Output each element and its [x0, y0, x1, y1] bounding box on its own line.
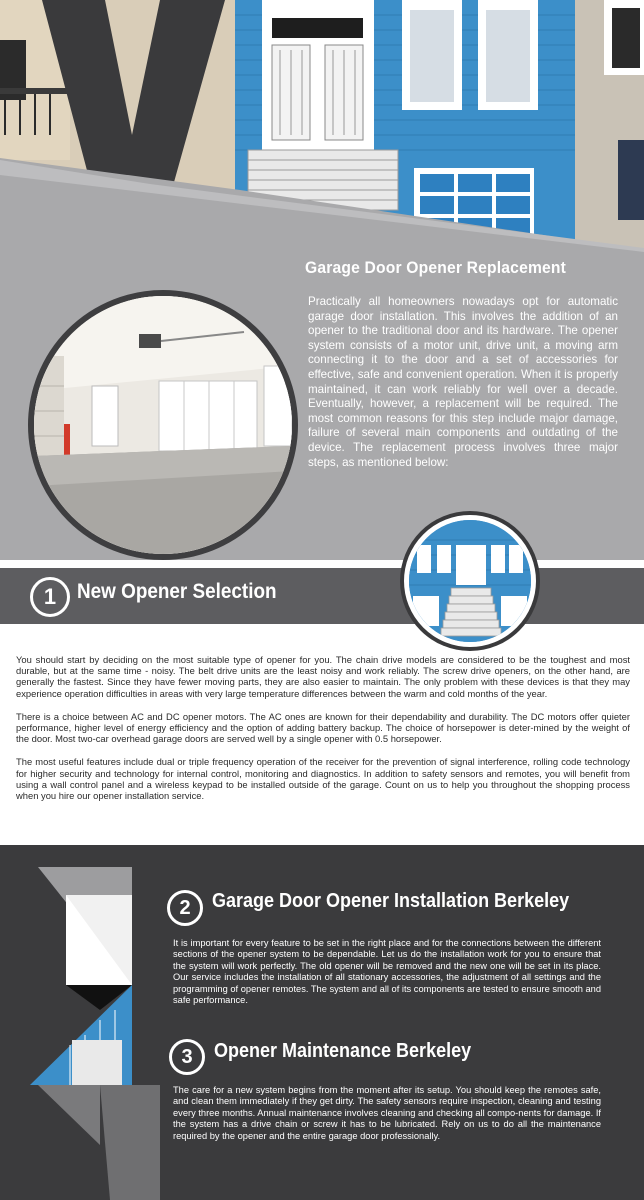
hero-body: Practically all homeowners nowadays opt for automatic garage door installation. This involves the addition of an opener to the traditional door and its hardware. The opener system consists of a motor unit, drive unit, a moving arm connecting it to the door and a set of accessories for effective, safe and convenient operation. When it is properly maintained, it can work reliably for well over a decade. Eventually, however, a replacement will be required. The most common reasons for this step include major damage, failure of several main components and outdating of the device. The replacement process involves three major steps, as mentioned below: [308, 295, 618, 469]
section-2-body: It is important for every feature to be set in the right place and for the connections between the different sections of the opener system to be dependable. Let us do the installation work for you to ensure that the system will work perfectly. The old opener will be removed and the new one will be set in its place. Our service includes the installation of all stationary accessories, the adjustment of all settings and the programming of opener remotes. The system and all of its components are tested to ensure smooth and safe performance. [173, 938, 601, 1006]
section-3-title: Opener Maintenance Berkeley [214, 1040, 472, 1062]
section-3-number: 3 [169, 1039, 205, 1075]
section-1-paragraph: There is a choice between AC and DC opener motors. The AC ones are known for their dependability and durability. The DC motors offer quieter performance, higher level of energy efficiency and the option of adding battery backup. The choice of horsepower is deter-mined by the weight of the door. Most two-car overhead garage doors are served well by a single opener with 0.5 horsepower. [16, 710, 630, 745]
section-1-paragraph: You should start by deciding on the most suitable type of opener for you. The chain drive models are considered to be the toughest and most durable, but at the same time - noisy. The belt drive units are the least noisy and work reliably. The screw drive openers, on the other hand, are generally the fastest. Since they have fewer moving parts, they are also easier to maintain. The only problem with these devices is that they may experience operation difficulties in areas with very large temperature differences between the warm and cold months of the year. [16, 654, 630, 699]
house-thumbnail [404, 515, 536, 647]
section-2-number: 2 [167, 890, 203, 926]
section-1-paragraph: The most useful features include dual or triple frequency operation of the receiver for the prevention of signal interference, rolling code technology for higher security and technology for internal control, monitoring and diagnostics. In addition to safety sensors and remotes, you will benefit from using a wall control panel and a wireless keypad to be installed outside of the garage. Count on us to help you throughout the shopping process when you hire our opener installation service. [16, 756, 630, 802]
section-1-title: New Opener Selection [77, 580, 277, 603]
section-3-body: The care for a new system begins from the moment after its setup. You should keep the remotes safe, and clean them immediately if they get dirty. The safety sensors require inspection, cleaning and testing every three months. Annual maintenance involves cleaning and checking all compo-nents for damage. If the system has a drive chain or screw it has to be lubricated. Rely on us to do all the maintenance required by the opener and the entire garage door professionally. [173, 1085, 601, 1141]
hero-title: Garage Door Opener Replacement [305, 258, 567, 277]
section-1-number: 1 [30, 577, 70, 617]
section-1-body [16, 654, 630, 813]
garage-interior-photo [28, 290, 298, 560]
section-2-title: Garage Door Opener Installation Berkeley [212, 890, 570, 912]
